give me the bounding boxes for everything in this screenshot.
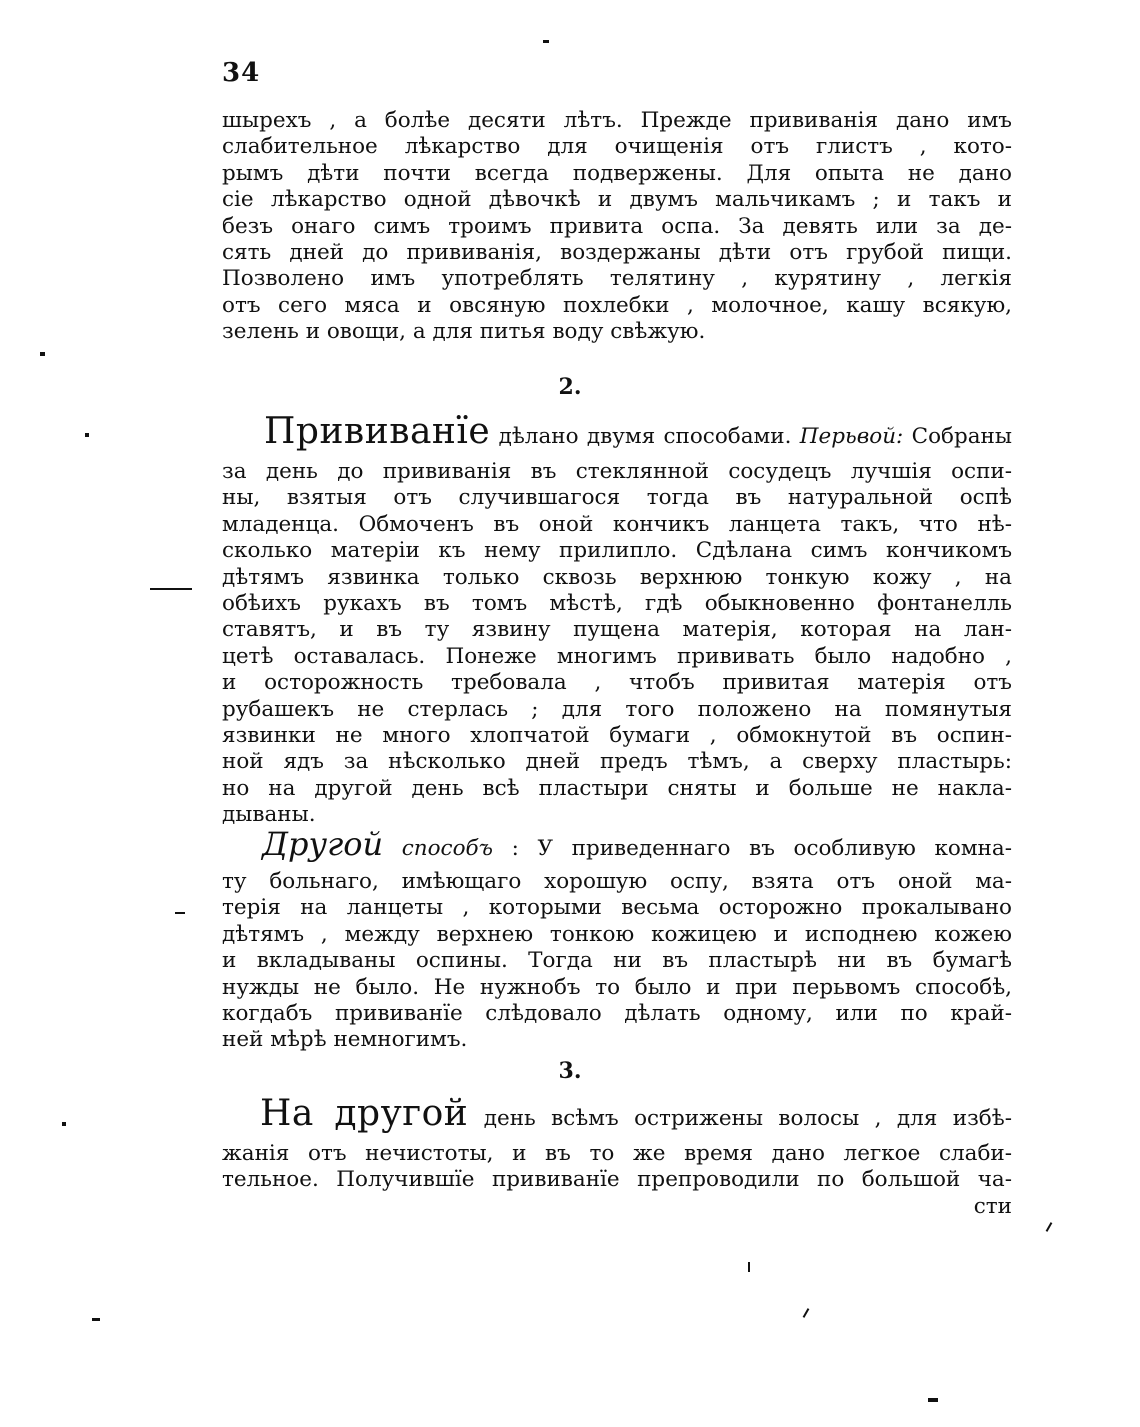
scan-speck: [928, 1398, 938, 1402]
text-line: за день до прививанія въ стеклянной сосудецъ лучшія оспи-: [222, 459, 1012, 484]
text-line: шырехъ , а болѣе десяти лѣтъ. Прежде прививанія дано имъ: [222, 108, 1012, 133]
scan-speck: [1046, 1222, 1053, 1232]
section-3-first-line: [222, 1092, 1012, 1141]
section-3-first-words: На другой: [260, 1093, 469, 1134]
section-number-3: 3.: [558, 1058, 582, 1084]
text-line: отъ сего мяса и овсяную похлебки , молочное, кашу всякую,: [222, 292, 1012, 318]
page-number: 34: [222, 58, 261, 88]
text-line: и вкладываны оспины. Тогда ни въ пластырѣ ни въ бумагѣ: [222, 948, 1012, 974]
section-3-paragraph: [222, 1092, 1012, 1220]
section-2-first-method: Перьвой:: [799, 424, 904, 449]
text-line: и осторожность требовала , чтобъ привитая матерія отъ: [222, 670, 1012, 696]
text-line: Позволено имъ употреблять телятину , курятину , легкія: [222, 266, 1012, 292]
scan-speck: [150, 588, 192, 590]
text-line: но на другой день всѣ пластыри сняты и больше не накла-: [222, 775, 1012, 801]
scan-speck: [62, 1122, 66, 1126]
section-2b-first-line: [222, 824, 1012, 869]
text-line: терія на ланцеты , которыми весьма осторожно прокалывано: [222, 895, 1012, 921]
section-2-second-method-paragraph: [222, 824, 1012, 1054]
text-line: обѣихъ рукахъ въ томъ мѣстѣ, гдѣ обыкновенно фонтанелль: [222, 591, 1012, 617]
text-line: ной ядъ за нѣсколько дней предъ тѣмъ, а сверху пластырь:: [222, 749, 1012, 775]
scan-speck: [40, 352, 45, 356]
catchword: сти: [973, 1193, 1012, 1219]
text-line: слабительное лѣкарство для очищенія отъ глистъ , кото-: [222, 134, 1012, 160]
text-line: зелень и овощи, а для питья воду свѣжую.: [222, 319, 706, 345]
scan-speck: [175, 912, 185, 914]
section-2b-first-line-rest: : У приведеннаго въ особливую комна-: [511, 836, 1012, 861]
section-2-paragraph: [222, 410, 1012, 829]
section-2b-first-italic: способъ: [401, 836, 493, 861]
section-2b-first-word: Другой: [262, 825, 384, 863]
text-line: дываны.: [222, 802, 316, 828]
text-line: ны, взятыя отъ случившагося тогда въ натуральной оспѣ: [222, 485, 1012, 511]
text-line: тельное. Получившїе прививанїе препроводили по большой ча-: [222, 1167, 1012, 1193]
text-line: дѣтямъ язвинка только сквозь верхнюю тонкую кожу , на: [222, 564, 1012, 590]
section-number-2: 2.: [558, 374, 582, 400]
text-line: сіе лѣкарство одной дѣвочкѣ и двумъ мальчикамъ ; и такъ и: [222, 187, 1012, 213]
paragraph-continuation: [222, 108, 1012, 346]
section-2-first-line-end: Собраны: [911, 424, 1013, 449]
section-2-first-line: [222, 410, 1012, 459]
scan-speck: [543, 40, 549, 43]
section-2-first-word: Прививанїе: [264, 411, 491, 452]
text-line: сколько матеріи къ нему прилипло. Сдѣлана симъ кончикомъ: [222, 538, 1012, 564]
text-line: жанія отъ нечистоты, и въ то же время дано легкое слаби-: [222, 1141, 1012, 1166]
section-2-first-line-rest: дѣлано двумя способами.: [498, 424, 792, 449]
text-line: дѣтямъ , между верхнею тонкою кожицею и исподнею кожею: [222, 921, 1012, 947]
scan-speck: [748, 1262, 750, 1272]
section-3-first-line-rest: день всѣмъ острижены волосы , для избѣ-: [483, 1106, 1012, 1131]
text-line: нужды не было. Не нужнобъ то было и при перьвомъ способѣ,: [222, 974, 1012, 1000]
text-line: сять дней до прививанія, воздержаны дѣти отъ грубой пищи.: [222, 240, 1012, 266]
text-line: ту больнаго, имѣющаго хорошую оспу, взята отъ оной ма-: [222, 869, 1012, 894]
text-line: цетѣ оставалась. Понеже многимъ прививать было надобно ,: [222, 643, 1012, 669]
scan-speck: [803, 1308, 810, 1318]
text-line: когдабъ прививанїе слѣдовало дѣлать одному, или по край-: [222, 1001, 1012, 1027]
text-line: рымъ дѣти почти всегда подвержены. Для опыта не дано: [222, 160, 1012, 186]
scan-speck: [92, 1318, 100, 1321]
text-line: младенца. Обмоченъ въ оной кончикъ ланцета такъ, что нѣ-: [222, 511, 1012, 537]
text-line: ней мѣрѣ немногимъ.: [222, 1027, 468, 1053]
text-line: ставятъ, и въ ту язвину пущена матерія, которая на лан-: [222, 617, 1012, 643]
scan-speck: [85, 433, 89, 437]
text-line: язвинки не много хлопчатой бумаги , обмокнутой въ оспин-: [222, 723, 1012, 749]
text-line: рубашекъ не стерлась ; для того положено на помянутыя: [222, 696, 1012, 722]
text-line: безъ онаго симъ троимъ привита оспа. За девять или за де-: [222, 213, 1012, 239]
